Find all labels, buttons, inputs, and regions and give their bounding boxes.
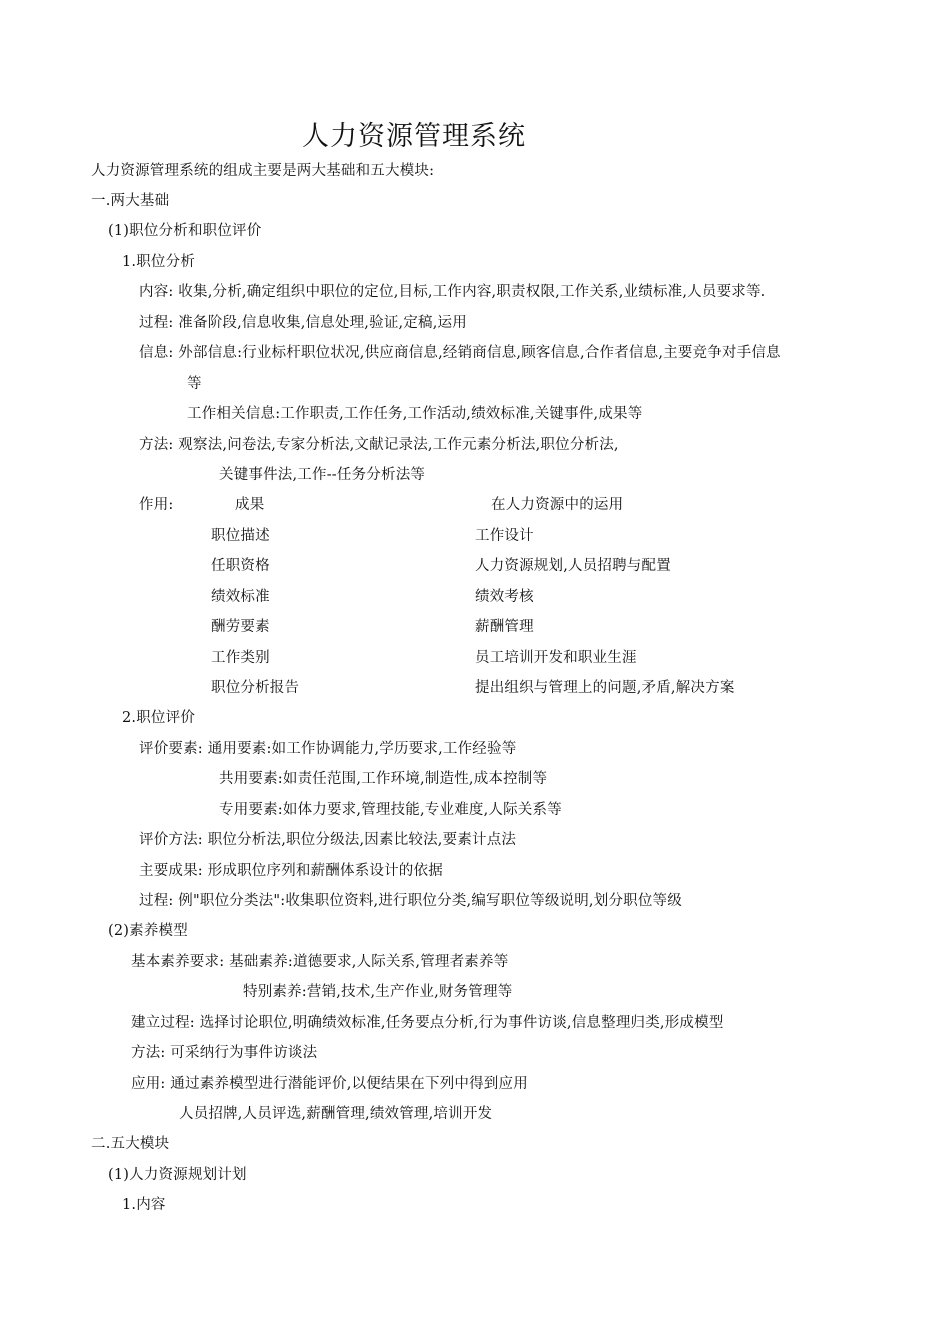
effect-column-result: 成果 — [235, 497, 265, 513]
effect-result-cell: 酬劳要素 — [211, 619, 270, 635]
section-heading-foundations: 一.两大基础 — [91, 193, 170, 209]
document-title: 人力资源管理系统 — [302, 121, 526, 152]
job-analysis-effect-label: 作用: — [139, 497, 174, 513]
job-analysis-process: 过程: 准备阶段,信息收集,信息处理,验证,定稿,运用 — [139, 315, 467, 331]
job-analysis-method-line2: 关键事件法,工作--任务分析法等 — [219, 467, 426, 483]
evaluation-methods: 评价方法: 职位分析法,职位分级法,因素比较法,要素计点法 — [139, 832, 517, 848]
item-heading-job-evaluation: 2.职位评价 — [122, 710, 196, 726]
effect-result-cell: 任职资格 — [211, 558, 270, 574]
effect-use-cell: 提出组织与管理上的问题,矛盾,解决方案 — [475, 680, 735, 696]
competency-basic-line1: 基本素养要求: 基础素养:道德要求,人际关系,管理者素养等 — [131, 954, 509, 970]
evaluation-process: 过程: 例"职位分类法":收集职位资料,进行职位分类,编写职位等级说明,划分职位等级 — [139, 893, 682, 909]
competency-method: 方法: 可采纳行为事件访谈法 — [131, 1045, 318, 1061]
subsection-heading-hr-planning: (1)人力资源规划计划 — [108, 1167, 247, 1183]
item-heading-job-analysis: 1.职位分析 — [122, 254, 196, 270]
effect-use-cell: 薪酬管理 — [475, 619, 534, 635]
competency-basic-line2: 特别素养:营销,技术,生产作业,财务管理等 — [243, 984, 513, 1000]
competency-apply-line2: 人员招牌,人员评选,薪酬管理,绩效管理,培训开发 — [179, 1106, 493, 1122]
subsection-heading-competency-model: (2)素养模型 — [108, 923, 188, 939]
effect-result-cell: 职位描述 — [211, 528, 270, 544]
job-analysis-method-line1: 方法: 观察法,问卷法,专家分析法,文献记录法,工作元素分析法,职位分析法, — [139, 437, 619, 453]
effect-use-cell: 员工培训开发和职业生涯 — [475, 650, 637, 666]
item-heading-content: 1.内容 — [122, 1197, 166, 1213]
evaluation-factors-line2: 共用要素:如责任范围,工作环境,制造性,成本控制等 — [219, 771, 548, 787]
effect-result-cell: 职位分析报告 — [211, 680, 300, 696]
evaluation-factors-line3: 专用要素:如体力要求,管理技能,专业难度,人际关系等 — [219, 802, 562, 818]
job-analysis-info-line1: 信息: 外部信息:行业标杆职位状况,供应商信息,经销商信息,顾客信息,合作者信息,主要竞争对手信息 — [139, 345, 781, 361]
effect-use-cell: 工作设计 — [475, 528, 534, 544]
competency-build-process: 建立过程: 选择讨论职位,明确绩效标准,任务要点分析,行为事件访谈,信息整理归类,形成模型 — [131, 1015, 724, 1031]
job-analysis-content: 内容: 收集,分析,确定组织中职位的定位,目标,工作内容,职责权限,工作关系,业绩标准,人员要求等. — [139, 284, 766, 300]
effect-use-cell: 人力资源规划,人员招聘与配置 — [475, 558, 671, 574]
effect-use-cell: 绩效考核 — [475, 589, 534, 605]
job-analysis-info-line2: 等 — [187, 376, 202, 392]
job-analysis-info-line3: 工作相关信息:工作职责,工作任务,工作活动,绩效标准,关键事件,成果等 — [187, 406, 643, 422]
evaluation-factors-line1: 评价要素: 通用要素:如工作协调能力,学历要求,工作经验等 — [139, 741, 517, 757]
evaluation-results: 主要成果: 形成职位序列和薪酬体系设计的依据 — [139, 863, 443, 879]
subsection-heading-job-analysis-evaluation: (1)职位分析和职位评价 — [108, 223, 262, 239]
effect-result-cell: 工作类别 — [211, 650, 270, 666]
effect-result-cell: 绩效标准 — [211, 589, 270, 605]
competency-apply-line1: 应用: 通过素养模型进行潜能评价,以便结果在下列中得到应用 — [131, 1076, 528, 1092]
effect-column-use: 在人力资源中的运用 — [491, 497, 624, 513]
section-heading-modules: 二.五大模块 — [91, 1136, 170, 1152]
intro-text: 人力资源管理系统的组成主要是两大基础和五大模块: — [91, 163, 435, 179]
